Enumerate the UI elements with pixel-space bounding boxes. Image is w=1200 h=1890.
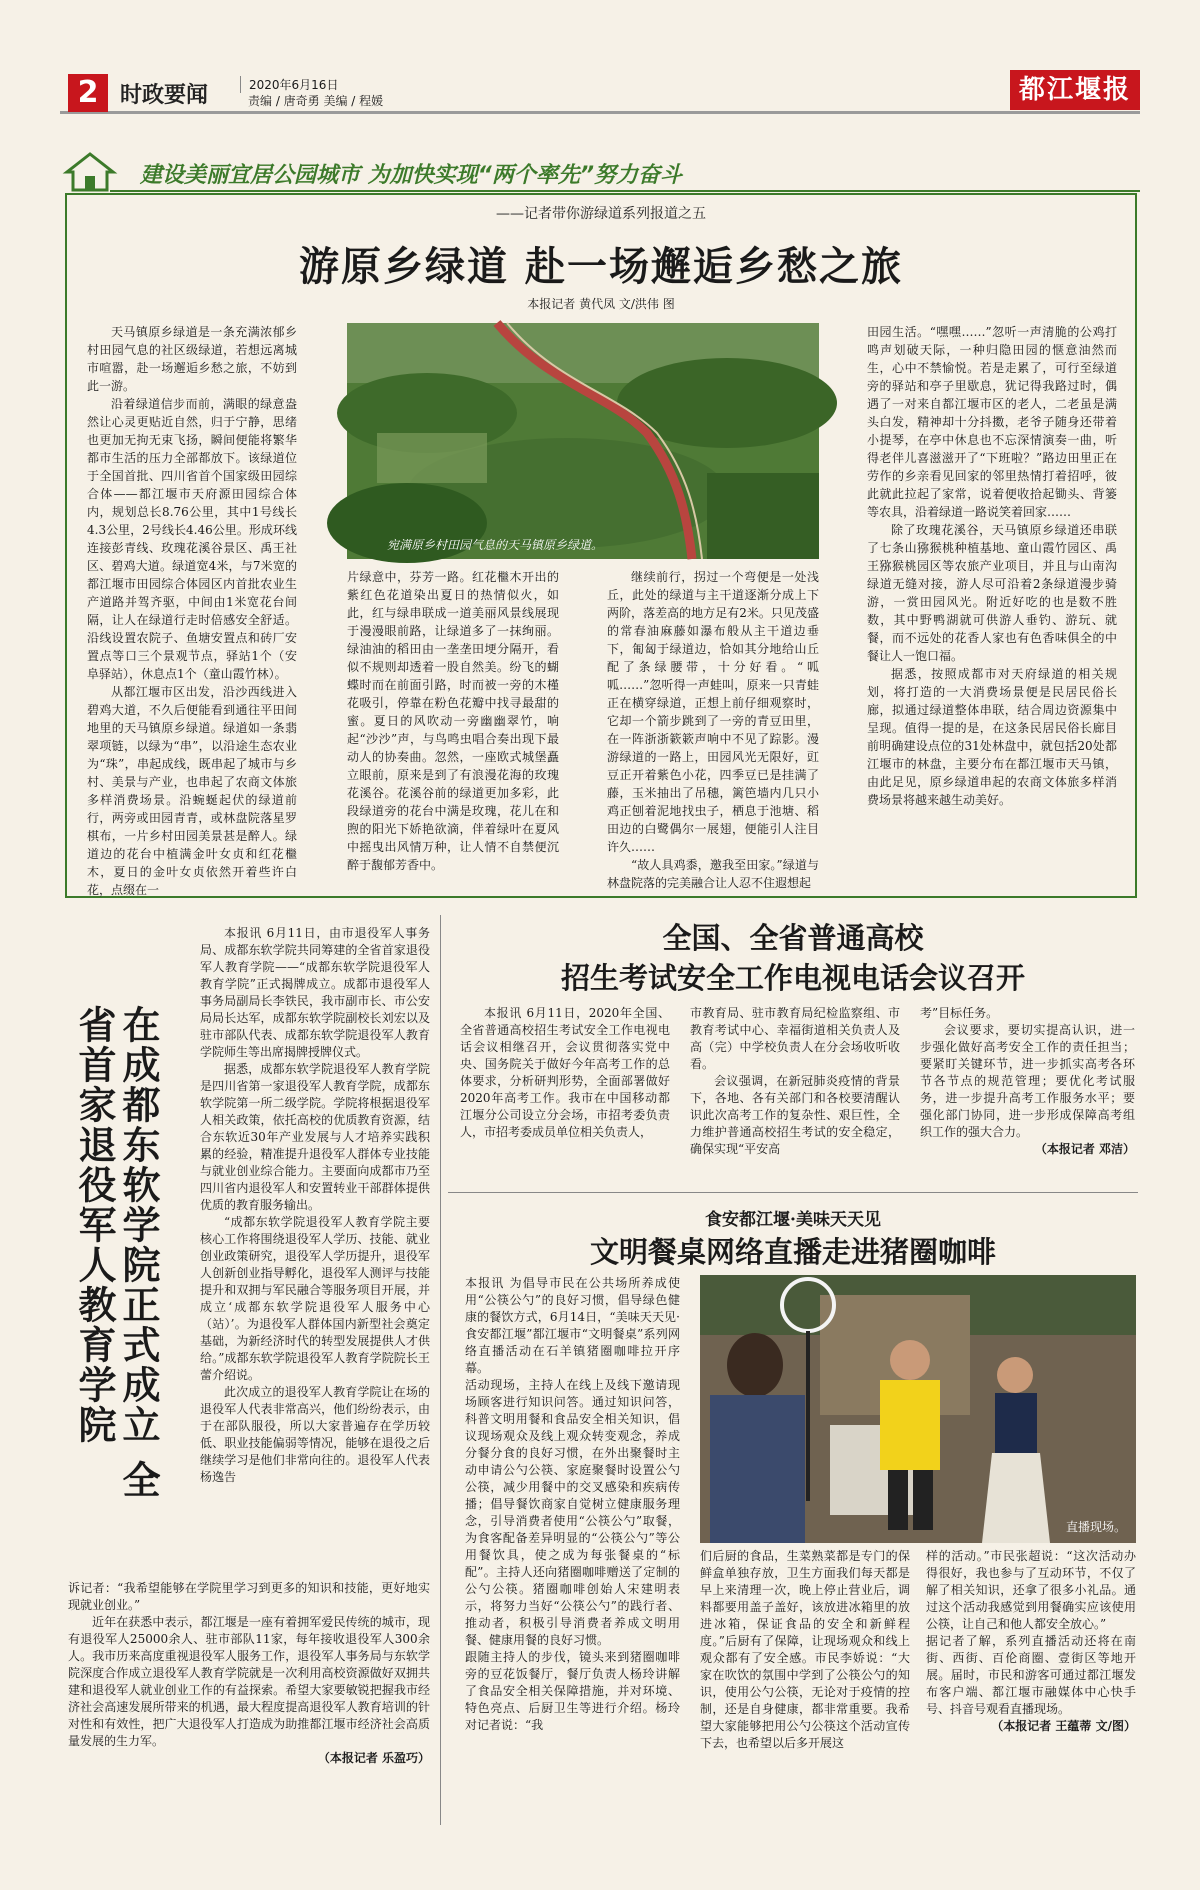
exam-column-3 bbox=[920, 1005, 1135, 1185]
feature-article bbox=[65, 193, 1137, 898]
paragraph: 田园生活。“嘿嘿……”忽听一声清脆的公鸡打鸣声划破天际，一种归隐田园的惬意油然而生，心中不禁愉悦。若是走累了，可行至绿道旁的驿站和亭子里歇息，犹记得我路过时，偶遇了一对来自都江堰市区的老人，二老虽是满头白发，精神却十分抖擞，老爷子随身还带着小提琴，在亭中休息也不忘深情演奏一曲，听得老伴儿喜滋滋开了“下班啦？”路边田里正在劳作的乡亲看见回家的邻里热情打着招呼，彼此就此拉起了家常，说着便收拾起锄头、背篓等农具，沿着绿道一路说笑着回家…… bbox=[867, 325, 1117, 519]
livestream-column-1 bbox=[465, 1275, 680, 1732]
paragraph: 据记者了解，系列直播活动还将在南街、西街、百伦商圈、壹街区等地开展。届时，市民和游客可通过都江堰发布客户端、都江堰市融媒体中心快手号、抖音号观看直播现场。 bbox=[926, 1634, 1136, 1716]
exam-headline-line2: 招生考试安全工作电视电话会议召开 bbox=[560, 961, 1025, 995]
column-divider bbox=[440, 915, 441, 1825]
photo-caption: 宛满原乡村田园气息的天马镇原乡绿道。 bbox=[387, 538, 604, 552]
house-icon bbox=[65, 152, 115, 192]
reporter-signature: （本报记者 乐盈巧） bbox=[317, 1751, 430, 1765]
livestream-column-4 bbox=[926, 1548, 1136, 1823]
paragraph: “故人具鸡黍，邀我至田家。”绿道与林盘院落的完美融合让人忍不住遐想起 bbox=[607, 858, 819, 890]
paragraph: “成都东软学院退役军人教育学院主要核心工作将围绕退役军人学历、技能、就业创业政策研究，退役军人学历提升，退役军人创新创业指导孵化，退役军人测评与技能提升和双拥与军民融合等服务项目开展，并成立‘成都东软学院退役军人服务中心（站）’。为退役军人群体国内新型社会奠定基础，为新经济时代的转型发展提供人才供给。”成都东软学院退役军人教育学院院长王蕾介绍说。 bbox=[200, 1215, 430, 1382]
feature-column-3 bbox=[607, 568, 819, 890]
paragraph: 跟随主持人的步伐，镜头来到猪圈咖啡旁的豆花饭餐厅，餐厅负责人杨玲讲解了食品安全相关保障措施，并对环境、特色亮点、后厨卫生等进行介绍。杨玲对记者说：“我 bbox=[465, 1650, 680, 1732]
veterans-headline: 在成都东软学院正式成立 全省首家退役军人教育学院 bbox=[72, 1005, 161, 1501]
paragraph: 片绿意中，芬芳一路。红花檵木开出的紫红色花道染出夏日的热情似火，如此，红与绿串联成一道美丽风景线展现于漫漫眼前路，让绿道多了一抹绚丽。绿油油的稻田由一垄垄田埂分隔开，看似不规则却透着一股自然美。纷飞的蝴蝶时而在前面引路，时而被一旁的木槿花吸引，停靠在粉色花瓣中找寻最甜的蜜。夏日的风吹动一旁幽幽翠竹，响起“沙沙”声，与鸟鸣虫唱合奏出现下最动人的协奏曲。忽然，一座欧式城堡矗立眼前，原来是到了有浪漫花海的玫瑰花溪谷。花溪谷前的绿道更加多彩，此段绿道旁的花台中满是玫瑰，花儿在和煦的阳光下娇艳欲滴，伴着绿叶在夏风中摇曳出风情万种，让人情不自禁便沉醉于馥郁芳香中。 bbox=[347, 570, 559, 872]
slogan-rule bbox=[110, 190, 1140, 192]
section-title: 时政要闻 bbox=[120, 83, 209, 108]
paragraph: 据悉，按照成都市对天府绿道的相关规划，将打造的一大消费场景便是民居民俗长廊，拟通过绿道整体串联，结合周边资源集中呈现。值得一提的是，在这条民居民俗长廊目前明确建设点位的31处林盘中，就包括20处都江堰市的林盘，主要分布在都江堰市天马镇，由此足见，原乡绿道串起的农商文体旅多样消费场景将越来越生动美好。 bbox=[867, 667, 1117, 807]
photo-caption: 直播现场。 bbox=[1065, 1520, 1126, 1534]
paragraph: 本报讯 6月11日，由市退役军人事务局、成都东软学院共同筹建的全省首家退役军人教育学院——“成都东软学院退役军人教育学院”正式揭牌成立。成都市退役军人事务局副局长李铁民，我市副市长、市公安局局长达军，成都东软学院副校长刘宏以及驻市部队代表、成都东软学院退役军人教育学院师生等出席揭牌授牌仪式。 bbox=[200, 926, 430, 1059]
issue-date: 2020年6月16日 bbox=[240, 76, 338, 93]
section-divider bbox=[448, 1192, 1138, 1193]
newspaper-logo: 都江堰报 bbox=[1010, 70, 1140, 110]
veterans-column bbox=[200, 925, 430, 1575]
reporter-signature: （本报记者 邓洁） bbox=[1034, 1142, 1135, 1156]
paragraph: 们后厨的食品，生菜熟菜都是专门的保鲜盒单独存放，卫生方面我们每天都是早上来清理一次，晚上停止营业后，调料都要用盖子盖好，该放进冰箱里的放进冰箱，保证食品的安全和新鲜程度。”后厨有了保障，让现场观众和线上观众都有了安全感。市民李娇说：“大家在吹饮的氛围中学到了公筷公勺的知识，使用公勺公筷，无论对于疫情的控制，还是自身健康，都非常重要。我希望大家能够把用公勺公筷这个活动宣传下去，也希望以后多开展这 bbox=[700, 1549, 910, 1750]
paragraph: 继续前行，拐过一个弯便是一处浅丘，此处的绿道与主干道逐渐分成上下两阶，落差高的地方足有2米。只见茂盛的常春油麻藤如瀑布般从主干道边垂下，匍匐于绿道边，恰如其分地给山丘配了条绿腰带，十分好看。“呱呱……”忽听得一声蛙叫，原来一只青蛙正在横穿绿道，正想上前仔细观察时，它却一个箭步跳到了一旁的青豆田里，在一阵浙浙簌簌声响中不见了踪影。漫游绿道的一路上，田园风光无限好，豇豆正开着紫色小花，四季豆已是挂满了藤，玉米抽出了吊穗，篱笆墙内几只小鸡正刨着泥地找虫子，栖息于池塘、稻田边的白鹭偶尔一展翅，便能引人注目许久…… bbox=[607, 570, 819, 854]
editors: 责编 / 唐奇勇 美编 / 程媛 bbox=[248, 94, 384, 108]
feature-byline: 本报记者 黄代凤 文/洪伟 图 bbox=[527, 297, 675, 311]
feature-headline: 游原乡绿道 赴一场邂逅乡愁之旅 bbox=[299, 243, 903, 290]
feature-column-1 bbox=[87, 323, 297, 897]
paragraph: 市教育局、驻市教育局纪检监察组、市教育考试中心、幸福街道相关负责人及高（完）中学校负责人在分会场收听收看。 bbox=[690, 1006, 900, 1071]
paragraph: 除了玫瑰花溪谷，天马镇原乡绿道还串联了七条山猕猴桃种植基地、童山霞竹园区、禹王猕猴桃园区等农旅产业项目，并且与山南沟绿道无缝对接，游人尽可沿着2条绿道漫步骑游，一赏田园风光。附近好吃的也是数不胜数，其中野鸭湖就可供游人垂钓、游玩、就餐，而不远处的花香人家也有色香味俱全的中餐让人一饱口福。 bbox=[867, 523, 1117, 663]
paragraph: 从都江堰市区出发，沿沙西线进入碧鸡大道，不久后便能看到通往平田间地里的天马镇原乡绿道。绿道如一条翡翠项链，以绿为“串”，以沿途生态农业为“珠”，串起成线，既串起了城市与乡村、美景与产业，也串起了农商文体旅多样消费场景。沿蜿蜒起伏的绿道前行，两旁或田园青青，或林盘院落星罗棋布，一片乡村田园美景甚是醉人。绿道边的花台中植满金叶女贞和红花檵木，夏日的金叶女贞依然开着些许白花，点缀在一 bbox=[87, 685, 297, 897]
paragraph: 样的活动。”市民张超说：“这次活动办得很好，我也参与了互动环节，不仅了解了相关知识，还拿了很多小礼品。通过这个活动我感觉到用餐确实应该使用公筷，让自己和他人都安全放心。” bbox=[926, 1549, 1136, 1631]
paragraph: 活动现场，主持人在线上及线下邀请现场顾客进行知识问答。通过知识问答，科普文明用餐和食品安全相关知识，倡议现场观众及线上观众转变观念，养成分餐分食的良好习惯，在外出聚餐时主动申请公勺公筷、家庭聚餐时设置公勺公筷，减少用餐中的交叉感染和疾病传播；倡导餐饮商家自觉树立健康服务理念，引导消费者使用“公筷公勺”取餐，为食客配备差异明显的“公筷公勺”等公用餐饮具，使之成为每张餐桌的“标配”。主持人还向猪圈咖啡赠送了定制的公勺公筷。猪圈咖啡创始人宋建明表示，将努力当好“公筷公勺”的践行者、推动者，积极引导消费者养成文明用餐、健康用餐的良好习惯。 bbox=[465, 1378, 680, 1647]
paragraph: 天马镇原乡绿道是一条充满浓郁乡村田园气息的社区级绿道，若想远离城市喧嚣，赴一场邂逅乡愁之旅，不妨到此一游。 bbox=[87, 325, 297, 393]
reporter-signature: （本报记者 王蕴蒂 文/图） bbox=[991, 1719, 1136, 1733]
paragraph: 据悉，成都东软学院退役军人教育学院是四川省第一家退役军人教育学院，成都东软学院第一所二级学院。学院将根据退役军人相关政策，依托高校的优质教育资源，结合东软近30年产业发展与人才培养实践积累的经验，精准提升退役军人群体专业技能与就业创业综合能力。主要面向成都市乃至四川省内退役军人和安置转业干部群体提供优质的教育服务输出。 bbox=[200, 1062, 430, 1212]
feature-column-2 bbox=[347, 568, 559, 883]
veterans-column-wide bbox=[68, 1580, 430, 1820]
livestream-photo bbox=[700, 1275, 1136, 1543]
paragraph: 会议强调，在新冠肺炎疫情的背景下，各地、各有关部门和各校要清醒认识此次高考工作的复杂性、艰巨性，全力维护普通高校招生考试的安全稳定，确保实现“平安高 bbox=[690, 1074, 900, 1156]
slogan-banner: 建设美丽宜居公园城市 为加快实现“两个率先”努力奋斗 bbox=[140, 163, 682, 188]
paragraph: 考”目标任务。 bbox=[920, 1006, 999, 1020]
exam-column-2 bbox=[690, 1005, 900, 1185]
paragraph: 诉记者：“我希望能够在学院里学习到更多的知识和技能，更好地实现就业创业。” bbox=[68, 1581, 430, 1612]
page-number: 2 bbox=[68, 74, 108, 112]
paragraph: 本报讯 6月11日，2020年全国、全省普通高校招生考试安全工作电视电话会议相继召开，会议贯彻落实党中央、国务院关于做好今年高考工作的总体要求，分析研判形势，全面部署做好2020年高考工作。我市在中国移动都江堰分公司设立分会场，市招考委负责人，市招考委成员单位相关负责人， bbox=[460, 1006, 670, 1139]
paragraph: 本报讯 为倡导市民在公共场所养成使用“公筷公勺”的良好习惯，倡导绿色健康的餐饮方式，6月14日，“美味天天见·食安都江堰”都江堰市“文明餐桌”系列网络直播活动在石羊镇猪圈咖啡拉开序幕。 bbox=[465, 1276, 680, 1375]
feature-kicker: ——记者带你游绿道系列报道之五 bbox=[496, 206, 706, 222]
paragraph: 此次成立的退役军人教育学院让在场的退役军人代表非常高兴，他们纷纷表示，由于在部队服役，所以大家普遍存在学历较低、职业技能偏弱等情况，能够在退役之后继续学习是他们非常向往的。退役军人代表杨逸告 bbox=[200, 1385, 430, 1484]
paragraph: 近年在获悉中表示，都江堰是一座有着拥军爱民传统的城市，现有退役军人25000余人、驻市部队11家，每年接收退役军人300余人。我市历来高度重视退役军人服务工作，退役军人事务局与东软学院深度合作成立退役军人教育学院就是一次利用高校资源做好双拥共建和退役军人就业创业工作的有益探索。希望大家要敏锐把握我市经济社会高速发展所带来的机遇，最大程度提高退役军人教育培训的针对性和有效性，把广大退役军人打造成为助推都江堰市经济社会高质量发展的生力军。 bbox=[68, 1615, 430, 1748]
masthead bbox=[60, 70, 1140, 114]
exam-headline bbox=[448, 918, 1138, 998]
paragraph: 沿着绿道信步而前，满眼的绿意盎然让心灵更贴近自然，归于宁静，思绪也更加无拘无束飞扬，瞬间便能将繁华都市生活的压力全部都放下。该绿道位于全国首批、四川省首个国家级田园综合体——都江堰市天府源田园综合体内，规划总长8.76公里，其中1号线长4.3公里，2号线长4.46公里。形成环线连接彭青线、玫瑰花溪谷景区、禹王社区、碧鸡大道。绿道宽4米，与7米宽的都江堰市田园综合体园区内首批农业生产道路并驾齐驱，中间由1米宽花台间隔，让人在绿道行走时倍感安全舒适。沿线设置农院子、鱼塘安置点和砖厂安置点等口三个景观节点，驿站1个（安阜驿站），休息点1个（童山霞竹林）。 bbox=[87, 397, 297, 681]
livestream-column-3 bbox=[700, 1548, 910, 1823]
exam-column-1 bbox=[460, 1005, 670, 1185]
livestream-kicker: 食安都江堰·美味天天见 bbox=[705, 1210, 881, 1230]
aerial-greenway-photo bbox=[347, 323, 819, 559]
livestream-headline: 文明餐桌网络直播走进猪圈咖啡 bbox=[589, 1235, 996, 1269]
paragraph: 会议要求，要切实提高认识，进一步强化做好高考安全工作的责任担当；要紧盯关键环节，进一步抓实高考各环节各节点的规范管理；要优化考试服务，进一步提升高考工作服务水平；要强化部门协同，进一步形成保障高考组织工作的强大合力。 bbox=[920, 1023, 1135, 1139]
feature-column-4 bbox=[867, 323, 1117, 883]
exam-headline-line1: 全国、全省普通高校 bbox=[662, 921, 924, 955]
